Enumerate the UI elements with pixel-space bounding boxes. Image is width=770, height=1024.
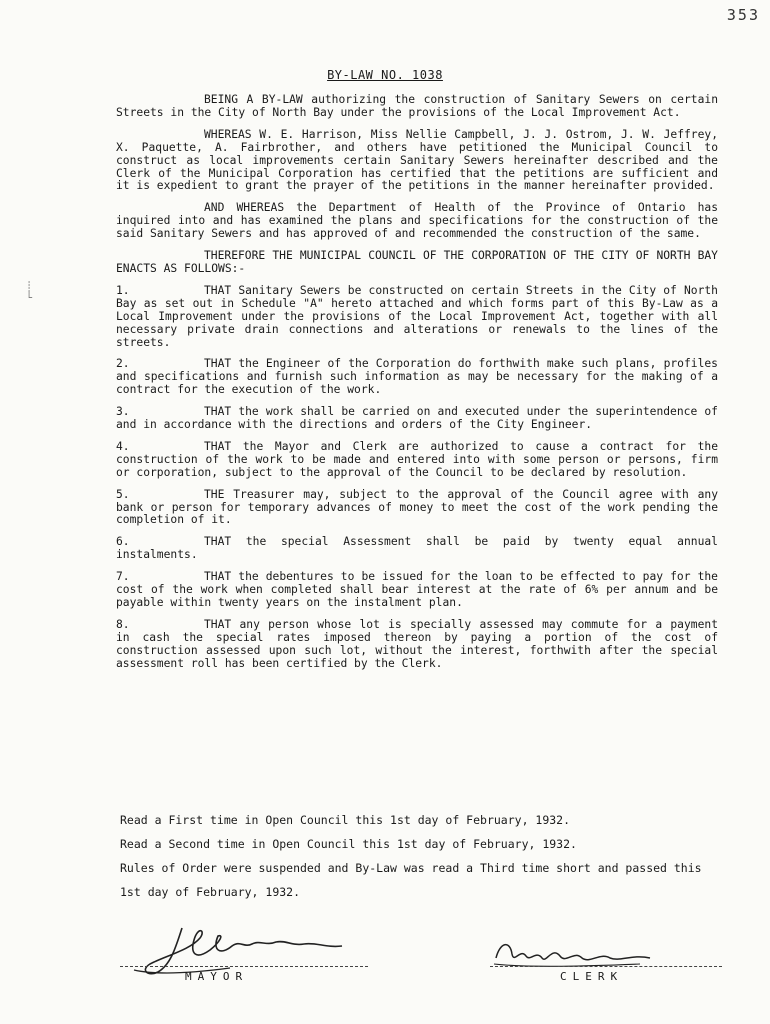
clause-number: 1. <box>116 283 130 297</box>
clause-text: THE Treasurer may, subject to the approval of the Council agree with any bank or person for temporary advances of money to meet the cost of the work pending the completion of it. <box>116 487 718 527</box>
clause-text: THAT any person whose lot is specially assessed may commute for a payment in cash the special rates imposed thereon by paying a portion of the cost of construction assessed upon such lot, without the interest, forthwith after the special assessment roll has been certified by the Clerk. <box>116 617 718 670</box>
clause-number: 7. <box>116 570 130 584</box>
mayor-signature-line <box>120 966 368 967</box>
page-number: 353 <box>726 6 760 24</box>
clerk-label: CLERK <box>560 970 624 983</box>
clause-text: THAT Sanitary Sewers be constructed on certain Streets in the City of North Bay as set out in Schedule "A" hereto attached and which forms part of this By-Law as a Local Improvement under the provisions of the Local Improvement Act, together with all necessary private drain connections and alterations or renewals to the lines of the streets. <box>116 283 718 349</box>
clause <box>116 571 718 610</box>
clause-text: THAT the debentures to be issued for the loan to be effected to pay for the cost of the work when completed shall bear interest at the rate of 6% per annum and be payable within twenty years on the instalment plan. <box>116 570 718 609</box>
clause-text: THAT the Mayor and Clerk are authorized to cause a contract for the construction of the work to be made and entered into with some person or persons, firm or corporation, subject to the approval of the Council to be declared by resolution. <box>116 439 718 479</box>
clause-number: 6. <box>116 535 130 549</box>
clause <box>116 489 718 528</box>
clause-text: THAT the work shall be carried on and executed under the superintendence of and in accordance with the directions and orders of the City Engineer. <box>116 405 718 432</box>
clause <box>116 536 718 562</box>
clause-number: 4. <box>116 439 130 453</box>
and-whereas-paragraph: AND WHEREAS the Department of Health of the Province of Ontario has inquired into and has examined the plans and specifications for the construction of the said Sanitary Sewers and has approved of and recommended the construction of the same. <box>116 201 718 241</box>
clerk-signature-line <box>490 966 722 967</box>
clause <box>116 285 718 350</box>
bylaw-title: BY-LAW NO. 1038 <box>327 68 443 82</box>
signature-area <box>0 920 770 1010</box>
readings-block <box>120 808 720 904</box>
margin-bracket-mark: ┊ └ <box>26 282 33 304</box>
clause <box>116 441 718 480</box>
second-reading: Read a Second time in Open Council this 1st day of February, 1932. <box>120 837 577 851</box>
enacting-paragraph: THEREFORE THE MUNICIPAL COUNCIL OF THE CORPORATION OF THE CITY OF NORTH BAY ENACTS AS FOLLOWS:- <box>116 249 718 275</box>
clause <box>116 406 718 432</box>
preamble-paragraph: BEING A BY-LAW authorizing the construction of Sanitary Sewers on certain Streets in the City of North Bay under the provisions of the Local Improvement Act. <box>116 93 718 119</box>
clause-number: 5. <box>116 487 130 501</box>
first-reading: Read a First time in Open Council this 1st day of February, 1932. <box>120 813 571 827</box>
third-reading: Rules of Order were suspended and By-Law was read a Third time short and passed this 1st day of February, 1932. <box>120 861 702 899</box>
clause-text: THAT the Engineer of the Corporation do forthwith make such plans, profiles and specifications and furnish such information as may be necessary for the making of a contract for the execution of the work. <box>116 357 718 397</box>
bylaw-body <box>116 94 718 680</box>
mayor-label: MAYOR <box>185 970 249 983</box>
clause <box>116 619 718 671</box>
clause <box>116 358 718 397</box>
whereas-paragraph: WHEREAS W. E. Harrison, Miss Nellie Campbell, J. J. Ostrom, J. W. Jeffrey, X. Paquette, A. Fairbrother, and others have petitioned the Municipal Council to construct as local improvements certain Sanitary Sewers hereinafter described and the Clerk of the Municipal Corporation has certified that the petitions are sufficient and it is expedient to grant the prayer of the petitions in the manner hereinafter provided. <box>116 127 718 193</box>
clause-number: 2. <box>116 357 130 371</box>
clause-number: 3. <box>116 405 130 419</box>
clause-number: 8. <box>116 617 130 631</box>
clause-text: THAT the special Assessment shall be paid by twenty equal annual instalments. <box>116 535 718 562</box>
